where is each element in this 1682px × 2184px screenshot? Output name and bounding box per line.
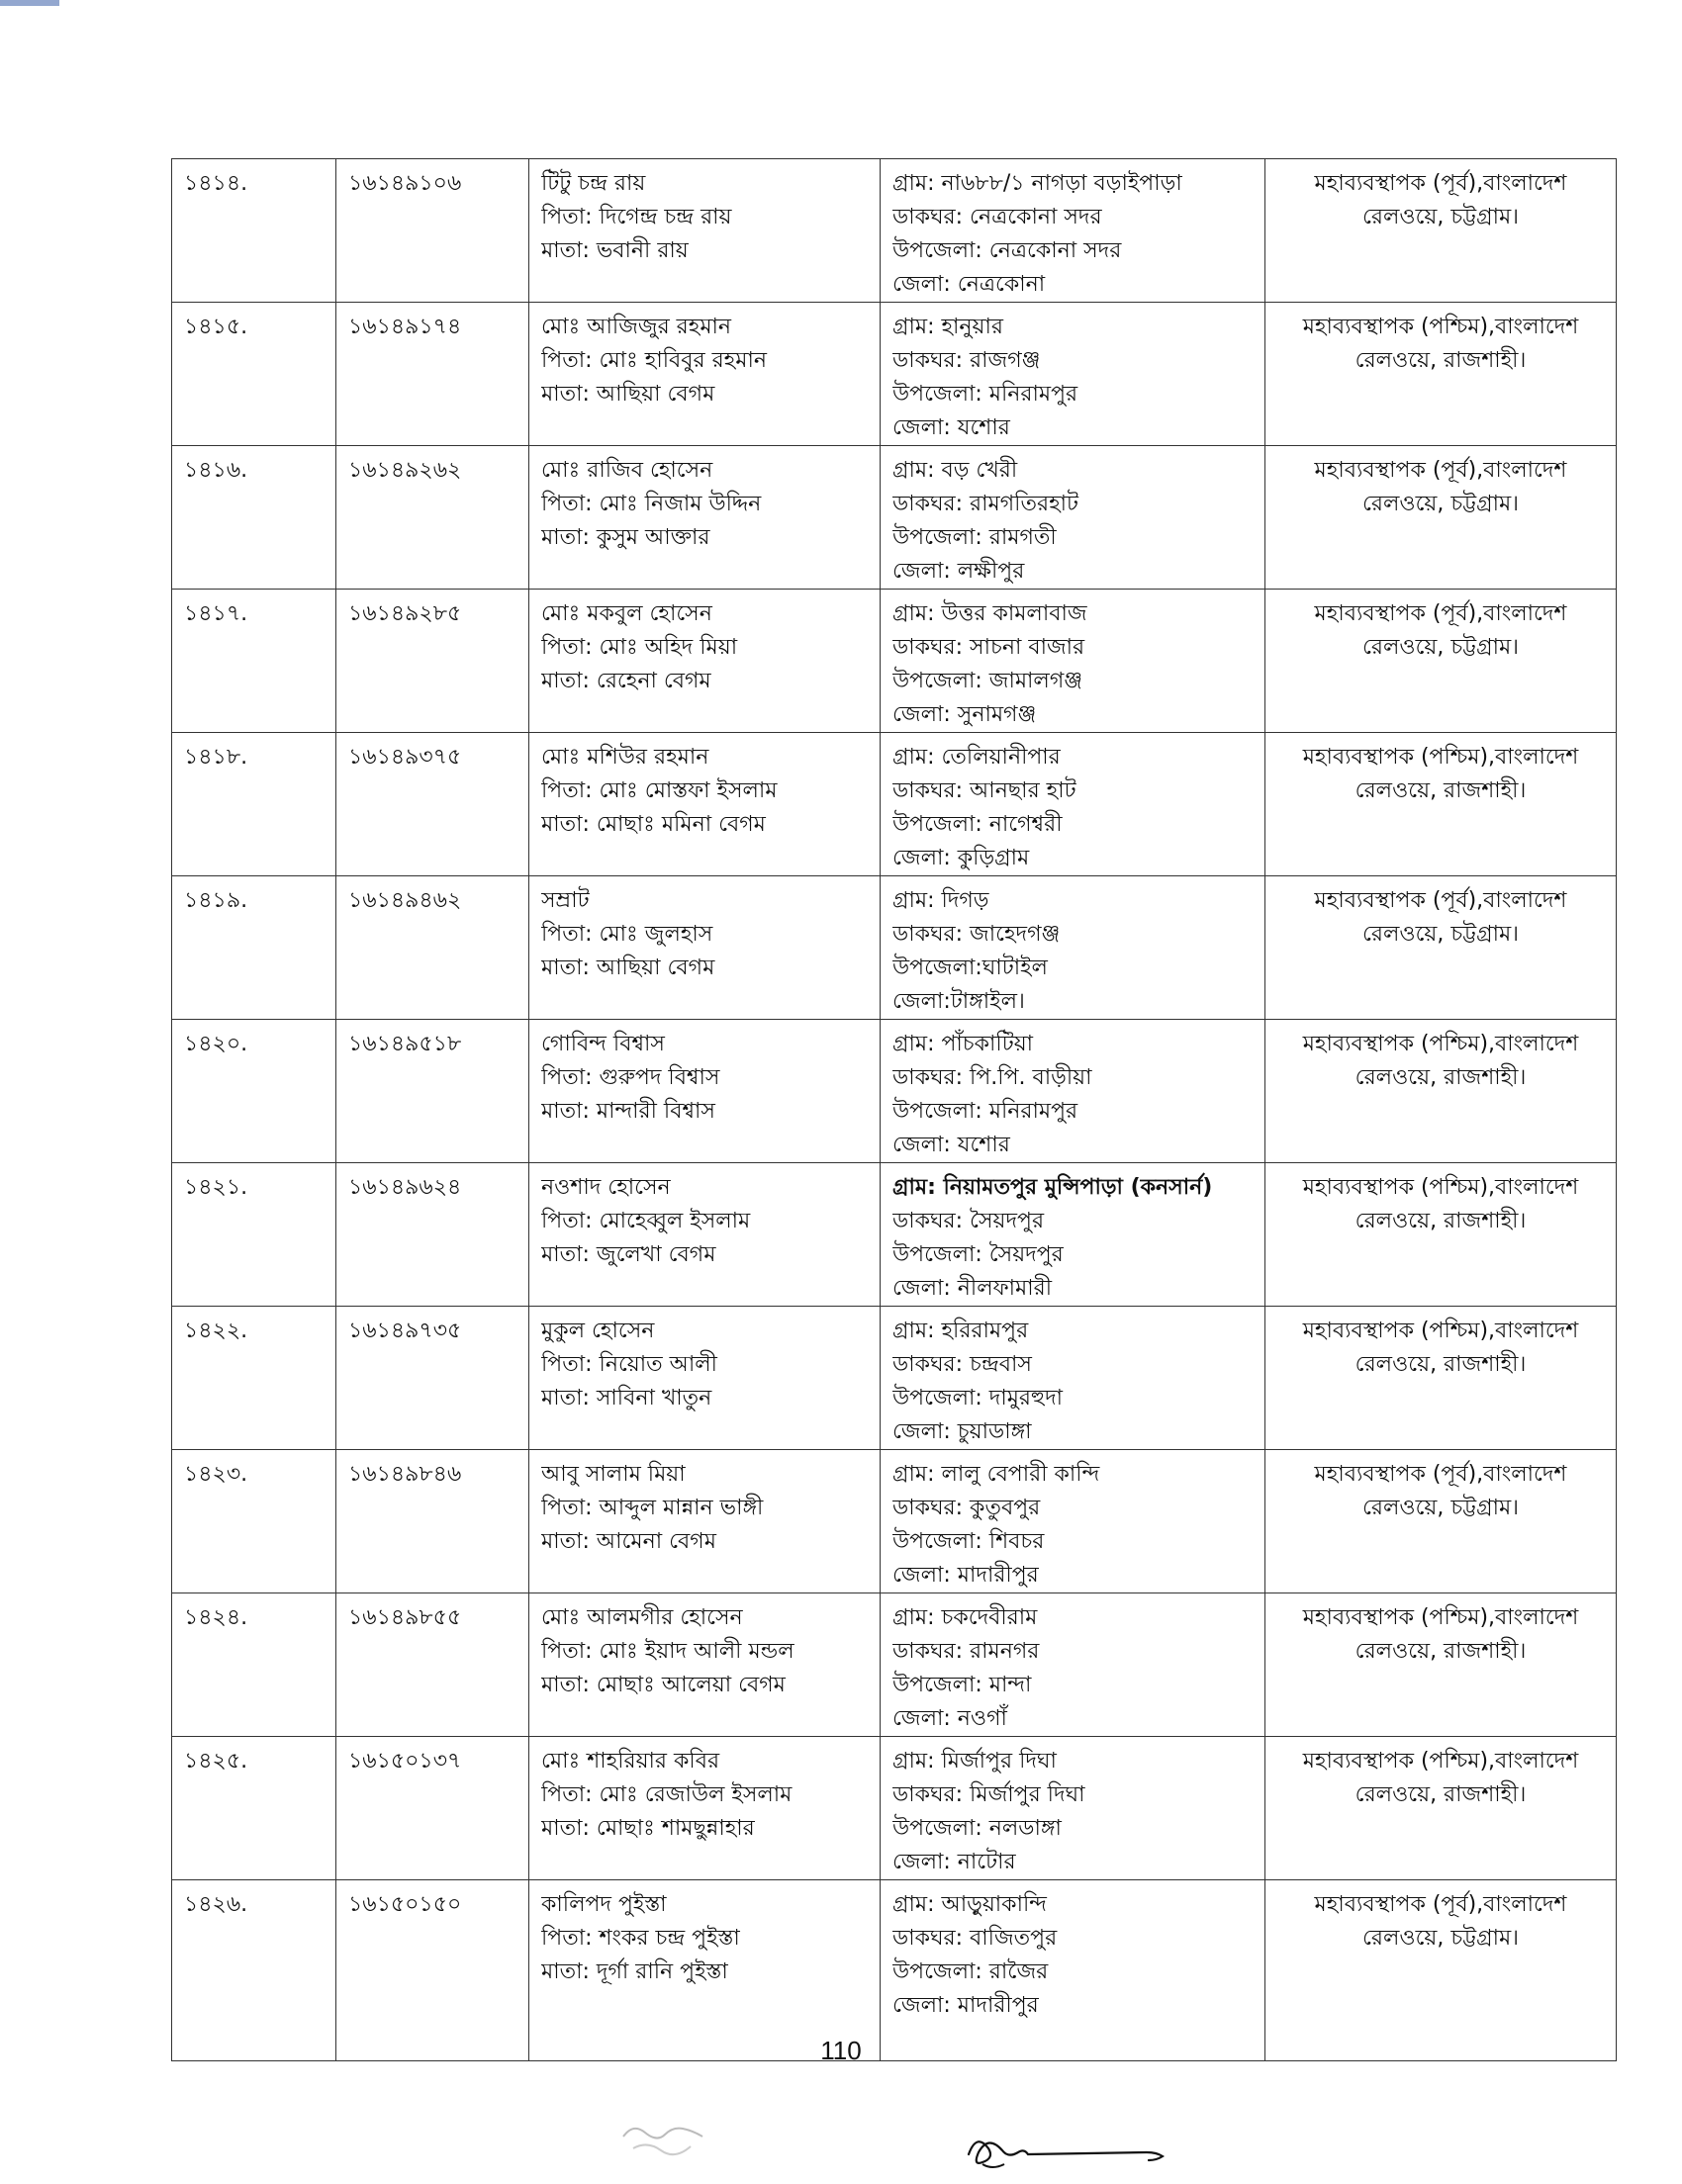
posting-cell <box>1265 590 1617 733</box>
posting-office: মহাব্যবস্থাপক (পূর্ব),বাংলাদেশ <box>1314 171 1567 196</box>
candidate-table-body <box>172 159 1617 2061</box>
name-cell <box>529 1020 881 1163</box>
candidate-name: কালিপদ পুইস্তা <box>541 1892 667 1917</box>
name-cell <box>529 1450 881 1593</box>
table-row <box>172 1593 1617 1737</box>
father-name: পিতা: মোঃ রেজাউল ইসলাম <box>541 1782 793 1807</box>
candidate-name: মোঃ আজিজুর রহমান <box>541 315 732 339</box>
father-name: পিতা: মোঃ জুলহাস <box>541 922 713 947</box>
table-row <box>172 590 1617 733</box>
mother-name: মাতা: জুলেখা বেগম <box>541 1242 716 1267</box>
name-cell <box>529 590 881 733</box>
father-name: পিতা: মোঃ অহিদ মিয়া <box>541 635 738 660</box>
mother-name: মাতা: মোছাঃ মমিনা বেগম <box>541 812 766 837</box>
roll-number: ১৬১৪৯৩৭৫ <box>348 745 462 770</box>
serial-cell <box>172 733 336 876</box>
address-village: গ্রাম: হানুয়ার <box>892 315 1003 339</box>
posting-cell <box>1265 876 1617 1020</box>
address-district: জেলা: লক্ষীপুর <box>892 559 1025 584</box>
address-district: জেলা: নাটোর <box>892 1850 1016 1874</box>
address-district: জেলা: নওগাঁ <box>892 1706 1007 1731</box>
posting-location: রেলওয়ে, রাজশাহী। <box>1355 1352 1527 1377</box>
posting-cell <box>1265 1593 1617 1737</box>
posting-location: রেলওয়ে, চট্টগ্রাম। <box>1361 1926 1520 1951</box>
address-upazila: উপজেলা: শিবচর <box>892 1529 1045 1554</box>
name-cell <box>529 733 881 876</box>
address-village: গ্রাম: বড় খেরী <box>892 458 1018 483</box>
candidate-name: মোঃ মশিউর রহমান <box>541 745 709 770</box>
mother-name: মাতা: আছিয়া বেগম <box>541 382 715 407</box>
address-district: জেলা: নেত্রকোনা <box>892 272 1046 297</box>
address-village: গ্রাম: চকদেবীরাম <box>892 1605 1038 1630</box>
serial-cell <box>172 1880 336 2061</box>
serial-number: ১৪১৪. <box>184 171 248 196</box>
address-district: জেলা: মাদারীপুর <box>892 1563 1039 1588</box>
serial-number: ১৪২৪. <box>184 1605 248 1630</box>
father-name: পিতা: শংকর চন্দ্র পুইস্তা <box>541 1926 740 1951</box>
address-cell <box>881 1737 1265 1880</box>
serial-cell <box>172 1737 336 1880</box>
father-name: পিতা: আব্দুল মান্নান ভাঙ্গী <box>541 1496 764 1520</box>
mother-name: মাতা: মোছাঃ আলেয়া বেগম <box>541 1673 786 1697</box>
posting-office: মহাব্যবস্থাপক (পশ্চিম),বাংলাদেশ <box>1302 1032 1579 1056</box>
address-cell <box>881 446 1265 590</box>
address-district: জেলা: সুনামগঞ্জ <box>892 702 1037 727</box>
roll-cell <box>336 1880 529 2061</box>
address-district: জেলা: নীলফামারী <box>892 1276 1053 1301</box>
address-cell <box>881 303 1265 446</box>
serial-number: ১৪১৯. <box>184 888 248 913</box>
posting-location: রেলওয়ে, রাজশাহী। <box>1355 1065 1527 1090</box>
table-row <box>172 1737 1617 1880</box>
posting-cell <box>1265 446 1617 590</box>
address-village: গ্রাম: লালু বেপারী কান্দি <box>892 1462 1100 1487</box>
roll-cell <box>336 590 529 733</box>
address-cell <box>881 733 1265 876</box>
roll-number: ১৬১৪৯২৮৫ <box>348 601 462 626</box>
serial-cell <box>172 1163 336 1307</box>
posting-cell <box>1265 1307 1617 1450</box>
serial-cell <box>172 876 336 1020</box>
address-district: জেলা: যশোর <box>892 415 1010 440</box>
posting-location: রেলওয়ে, চট্টগ্রাম। <box>1361 1496 1520 1520</box>
address-upazila: উপজেলা: মনিরামপুর <box>892 382 1078 407</box>
address-upazila: উপজেলা: নলডাঙ্গা <box>892 1816 1062 1841</box>
posting-office: মহাব্যবস্থাপক (পূর্ব),বাংলাদেশ <box>1314 888 1567 913</box>
address-village: গ্রাম: উত্তর কামলাবাজ <box>892 601 1087 626</box>
serial-number: ১৪২৩. <box>184 1462 248 1487</box>
posting-location: রেলওয়ে, চট্টগ্রাম। <box>1361 492 1520 516</box>
posting-office: মহাব্যবস্থাপক (পশ্চিম),বাংলাদেশ <box>1302 315 1579 339</box>
mother-name: মাতা: আমেনা বেগম <box>541 1529 716 1554</box>
page-number: 110 <box>820 2036 862 2065</box>
candidate-name: আবু সালাম মিয়া <box>541 1462 686 1487</box>
posting-location: রেলওয়ে, রাজশাহী। <box>1355 778 1527 803</box>
address-upazila: উপজেলা: সৈয়দপুর <box>892 1242 1064 1267</box>
posting-cell <box>1265 1450 1617 1593</box>
address-district: জেলা: কুড়িগ্রাম <box>892 846 1030 870</box>
father-name: পিতা: নিয়োত আলী <box>541 1352 717 1377</box>
address-upazila: উপজেলা: রামগতী <box>892 525 1057 550</box>
roll-cell <box>336 1450 529 1593</box>
address-post-office: ডাকঘর: রামগতিরহাট <box>892 492 1079 516</box>
table-row <box>172 159 1617 303</box>
mother-name: মাতা: কুসুম আক্তার <box>541 525 710 550</box>
candidate-name: মুকুল হোসেন <box>541 1319 655 1343</box>
address-village: গ্রাম: মির্জাপুর দিঘা <box>892 1749 1057 1774</box>
address-district: জেলা: যশোর <box>892 1133 1010 1157</box>
address-cell <box>881 876 1265 1020</box>
serial-number: ১৪২০. <box>184 1032 248 1056</box>
address-post-office: ডাকঘর: সাচনা বাজার <box>892 635 1085 660</box>
mother-name: মাতা: রেহেনা বেগম <box>541 669 711 693</box>
address-cell <box>881 159 1265 303</box>
roll-number: ১৬১৪৯২৬২ <box>348 458 462 483</box>
address-village: গ্রাম: তেলিয়ানীপার <box>892 745 1061 770</box>
candidate-table <box>171 158 1617 2061</box>
posting-office: মহাব্যবস্থাপক (পশ্চিম),বাংলাদেশ <box>1302 745 1579 770</box>
serial-number: ১৪২২. <box>184 1319 248 1343</box>
mother-name: মাতা: মান্দারী বিশ্বাস <box>541 1099 715 1124</box>
candidate-name: সম্রাট <box>541 888 590 913</box>
serial-number: ১৪১৭. <box>184 601 248 626</box>
serial-cell <box>172 159 336 303</box>
roll-cell <box>336 303 529 446</box>
address-upazila: উপজেলা: মনিরামপুর <box>892 1099 1078 1124</box>
address-village: গ্রাম: পাঁচকাটিয়া <box>892 1032 1034 1056</box>
serial-cell <box>172 446 336 590</box>
table-row <box>172 1880 1617 2061</box>
serial-number: ১৪১৫. <box>184 315 248 339</box>
father-name: পিতা: মোঃ ইয়াদ আলী মন্ডল <box>541 1639 794 1664</box>
serial-cell <box>172 303 336 446</box>
father-name: পিতা: মোঃ হাবিবুর রহমান <box>541 348 767 373</box>
roll-cell <box>336 876 529 1020</box>
address-upazila: উপজেলা: জামালগঞ্জ <box>892 669 1083 693</box>
address-post-office: ডাকঘর: বাজিতপুর <box>892 1926 1058 1951</box>
address-upazila: উপজেলা: রাজৈর <box>892 1959 1049 1984</box>
address-post-office: ডাকঘর: পি.পি. বাড়ীয়া <box>892 1065 1092 1090</box>
address-post-office: ডাকঘর: জাহেদগঞ্জ <box>892 922 1061 947</box>
table-row <box>172 1163 1617 1307</box>
name-cell <box>529 446 881 590</box>
address-village: গ্রাম: আড়ুয়াকান্দি <box>892 1892 1047 1917</box>
signature <box>965 2125 1182 2184</box>
posting-cell <box>1265 159 1617 303</box>
roll-cell <box>336 446 529 590</box>
table-row <box>172 1450 1617 1593</box>
address-post-office: ডাকঘর: নেত্রকোনা সদর <box>892 205 1102 229</box>
roll-cell <box>336 1307 529 1450</box>
posting-location: রেলওয়ে, রাজশাহী। <box>1355 348 1527 373</box>
candidate-name: মোঃ মকবুল হোসেন <box>541 601 712 626</box>
table-row <box>172 1307 1617 1450</box>
roll-number: ১৬১৪৯১০৬ <box>348 171 462 196</box>
roll-number: ১৬১৪৯৫১৮ <box>348 1032 462 1056</box>
candidate-name: মোঃ রাজিব হোসেন <box>541 458 713 483</box>
serial-cell <box>172 590 336 733</box>
address-district: জেলা:টাঙ্গাইল। <box>892 989 1025 1014</box>
posting-cell <box>1265 303 1617 446</box>
posting-cell <box>1265 1163 1617 1307</box>
name-cell <box>529 1880 881 2061</box>
address-district: জেলা: চুয়াডাঙ্গা <box>892 1419 1032 1444</box>
roll-cell <box>336 1163 529 1307</box>
address-village: গ্রাম: নিয়ামতপুর মুন্সিপাড়া (কনসার্ন) <box>892 1175 1213 1200</box>
roll-number: ১৬১৫০১৩৭ <box>348 1749 462 1774</box>
address-post-office: ডাকঘর: রাজগঞ্জ <box>892 348 1041 373</box>
posting-location: রেলওয়ে, রাজশাহী। <box>1355 1209 1527 1233</box>
candidate-name: মোঃ শাহরিয়ার কবির <box>541 1749 720 1774</box>
serial-number: ১৪২১. <box>184 1175 248 1200</box>
roll-number: ১৬১৪৯৭৩৫ <box>348 1319 462 1343</box>
name-cell <box>529 1163 881 1307</box>
serial-number: ১৪২৬. <box>184 1892 248 1917</box>
posting-location: রেলওয়ে, রাজশাহী। <box>1355 1639 1527 1664</box>
table-row <box>172 446 1617 590</box>
address-post-office: ডাকঘর: আনছার হাট <box>892 778 1076 803</box>
address-cell <box>881 1880 1265 2061</box>
candidate-name: মোঃ আলমগীর হোসেন <box>541 1605 743 1630</box>
address-upazila: উপজেলা: নেত্রকোনা সদর <box>892 238 1122 263</box>
posting-office: মহাব্যবস্থাপক (পূর্ব),বাংলাদেশ <box>1314 1462 1567 1487</box>
address-village: গ্রাম: হরিরামপুর <box>892 1319 1029 1343</box>
candidate-name: গোবিন্দ বিশ্বাস <box>541 1032 665 1056</box>
posting-office: মহাব্যবস্থাপক (পশ্চিম),বাংলাদেশ <box>1302 1175 1579 1200</box>
father-name: পিতা: দিগেন্দ্র চন্দ্র রায় <box>541 205 732 229</box>
posting-office: মহাব্যবস্থাপক (পশ্চিম),বাংলাদেশ <box>1302 1749 1579 1774</box>
address-cell <box>881 1163 1265 1307</box>
address-upazila: উপজেলা:ঘাটাইল <box>892 956 1048 980</box>
name-cell <box>529 1737 881 1880</box>
address-post-office: ডাকঘর: চন্দ্রবাস <box>892 1352 1032 1377</box>
mother-name: মাতা: সাবিনা খাতুন <box>541 1386 712 1410</box>
roll-number: ১৬১৪৯৮৪৬ <box>348 1462 462 1487</box>
candidate-name: টিটু চন্দ্র রায় <box>541 171 646 196</box>
roll-cell <box>336 733 529 876</box>
posting-office: মহাব্যবস্থাপক (পূর্ব),বাংলাদেশ <box>1314 1892 1567 1917</box>
candidate-name: নওশাদ হোসেন <box>541 1175 671 1200</box>
address-cell <box>881 1307 1265 1450</box>
address-upazila: উপজেলা: দামুরহুদা <box>892 1386 1064 1410</box>
roll-number: ১৬১৫০১৫০ <box>348 1892 462 1917</box>
address-post-office: ডাকঘর: মির্জাপুর দিঘা <box>892 1782 1085 1807</box>
posting-cell <box>1265 1737 1617 1880</box>
serial-number: ১৪১৮. <box>184 745 248 770</box>
mother-name: মাতা: দূর্গা রানি পুইস্তা <box>541 1959 728 1984</box>
name-cell <box>529 303 881 446</box>
address-upazila: উপজেলা: মান্দা <box>892 1673 1032 1697</box>
name-cell <box>529 1307 881 1450</box>
roll-cell <box>336 1737 529 1880</box>
address-district: জেলা: মাদারীপুর <box>892 1993 1039 2018</box>
table-row <box>172 1020 1617 1163</box>
father-name: পিতা: মোহেব্বুল ইসলাম <box>541 1209 751 1233</box>
father-name: পিতা: মোঃ মোস্তফা ইসলাম <box>541 778 778 803</box>
table-row <box>172 876 1617 1020</box>
posting-cell <box>1265 733 1617 876</box>
name-cell <box>529 159 881 303</box>
table-row <box>172 733 1617 876</box>
roll-number: ১৬১৪৯৮৫৫ <box>348 1605 462 1630</box>
posting-office: মহাব্যবস্থাপক (পূর্ব),বাংলাদেশ <box>1314 458 1567 483</box>
serial-cell <box>172 1593 336 1737</box>
roll-cell <box>336 1593 529 1737</box>
roll-number: ১৬১৪৯১৭৪ <box>348 315 462 339</box>
posting-cell <box>1265 1020 1617 1163</box>
roll-cell <box>336 1020 529 1163</box>
serial-number: ১৪২৫. <box>184 1749 248 1774</box>
address-post-office: ডাকঘর: সৈয়দপুর <box>892 1209 1045 1233</box>
address-cell <box>881 1450 1265 1593</box>
name-cell <box>529 1593 881 1737</box>
father-name: পিতা: মোঃ নিজাম উদ্দিন <box>541 492 762 516</box>
table-row <box>172 303 1617 446</box>
address-post-office: ডাকঘর: রামনগর <box>892 1639 1040 1664</box>
posting-location: রেলওয়ে, চট্টগ্রাম। <box>1361 205 1520 229</box>
address-cell <box>881 590 1265 733</box>
serial-number: ১৪১৬. <box>184 458 248 483</box>
address-village: গ্রাম: না৬৮৮/১ নাগড়া বড়াইপাড়া <box>892 171 1182 196</box>
serial-cell <box>172 1020 336 1163</box>
posting-location: রেলওয়ে, রাজশাহী। <box>1355 1782 1527 1807</box>
posting-office: মহাব্যবস্থাপক (পশ্চিম),বাংলাদেশ <box>1302 1605 1579 1630</box>
posting-cell <box>1265 1880 1617 2061</box>
posting-location: রেলওয়ে, চট্টগ্রাম। <box>1361 922 1520 947</box>
father-name: পিতা: গুরুপদ বিশ্বাস <box>541 1065 720 1090</box>
roll-number: ১৬১৪৯৬২৪ <box>348 1175 462 1200</box>
faint-stamp-mark <box>613 2107 732 2166</box>
mother-name: মাতা: মোছাঃ শামছুন্নাহার <box>541 1816 755 1841</box>
name-cell <box>529 876 881 1020</box>
mother-name: মাতা: আছিয়া বেগম <box>541 956 715 980</box>
address-post-office: ডাকঘর: কুতুবপুর <box>892 1496 1041 1520</box>
address-cell <box>881 1020 1265 1163</box>
posting-office: মহাব্যবস্থাপক (পূর্ব),বাংলাদেশ <box>1314 601 1567 626</box>
posting-location: রেলওয়ে, চট্টগ্রাম। <box>1361 635 1520 660</box>
scan-corner-mark <box>0 0 59 6</box>
address-upazila: উপজেলা: নাগেশ্বরী <box>892 812 1063 837</box>
mother-name: মাতা: ভবানী রায় <box>541 238 689 263</box>
serial-cell <box>172 1450 336 1593</box>
serial-cell <box>172 1307 336 1450</box>
posting-office: মহাব্যবস্থাপক (পশ্চিম),বাংলাদেশ <box>1302 1319 1579 1343</box>
roll-number: ১৬১৪৯৪৬২ <box>348 888 462 913</box>
address-village: গ্রাম: দিগড় <box>892 888 989 913</box>
roll-cell <box>336 159 529 303</box>
address-cell <box>881 1593 1265 1737</box>
